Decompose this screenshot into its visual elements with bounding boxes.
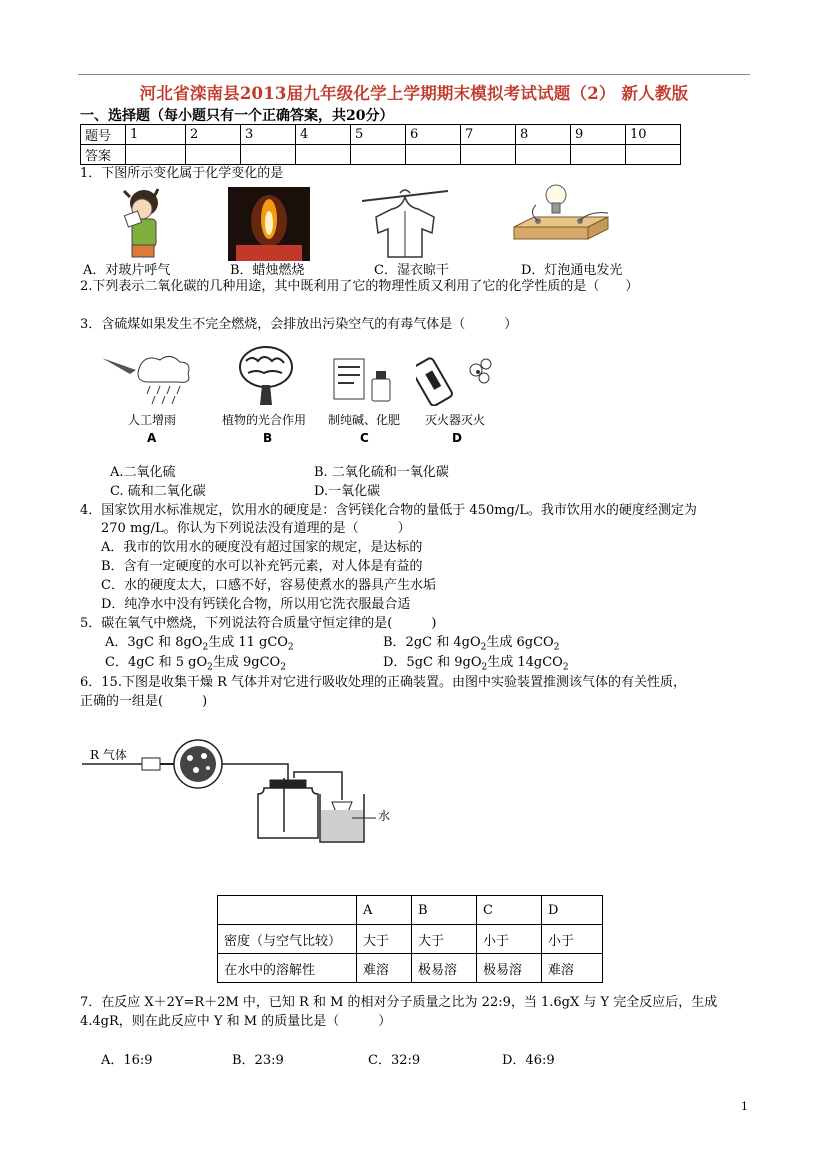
number-cell: 3 <box>241 125 296 145</box>
answer-cell[interactable] <box>626 145 681 165</box>
number-cell: 4 <box>296 125 351 145</box>
q5-option-b[interactable]: B．2gC 和 $4gO_2$生成 6gCO$_2$ <box>383 635 560 653</box>
q7-option-a[interactable]: A．16:9 <box>101 1053 153 1068</box>
q4-option-a[interactable]: A．我市的饮用水的硬度没有超过国家的规定，是达标的 <box>101 540 423 555</box>
number-cell: 10 <box>626 125 681 145</box>
q1-option-c[interactable]: C．湿衣晾干 <box>374 263 449 278</box>
answer-cell[interactable] <box>406 145 461 165</box>
table-cell: 大于 <box>412 925 477 954</box>
label-r-gas: R 气体 <box>90 748 127 762</box>
gas-property-table <box>217 895 603 983</box>
table-cell: 小于 <box>542 925 603 954</box>
table-cell: 在水中的溶解性 <box>218 954 357 983</box>
q1-option-a[interactable]: A．对玻片呼气 <box>83 263 171 278</box>
q2-letter-b[interactable]: B <box>263 431 273 445</box>
q7-option-d[interactable]: D．46:9 <box>502 1053 555 1068</box>
q2-letter-d[interactable]: D <box>452 431 462 445</box>
q7-option-b[interactable]: B．23:9 <box>232 1053 284 1068</box>
answer-table <box>80 124 681 165</box>
answer-cell[interactable] <box>516 145 571 165</box>
q3-option-c[interactable]: C. 硫和二氧化碳 <box>110 484 206 499</box>
q4-option-c[interactable]: C．水的硬度太大，口感不好，容易使煮水的器具产生水垢 <box>101 578 436 593</box>
soda-fertilizer-image <box>328 355 400 405</box>
q3-stem: 3．含硫煤如果发生不完全燃烧，会排放出污染空气的有毒气体是（ ） <box>80 317 518 332</box>
header-cell[interactable]: D <box>542 896 603 925</box>
candle-burning-image <box>228 187 310 261</box>
answer-cell[interactable] <box>186 145 241 165</box>
answer-cell[interactable] <box>461 145 516 165</box>
table-cell: 极易溶 <box>477 954 542 983</box>
q7-stem-line2: 4.4gR，则在此反应中 Y 和 M 的质量比是（ ） <box>80 1014 392 1029</box>
gas-apparatus-diagram <box>80 738 420 846</box>
q7-option-c[interactable]: C．32:9 <box>368 1053 421 1068</box>
answer-cell[interactable] <box>126 145 186 165</box>
table-cell: 难溶 <box>357 954 412 983</box>
q4-stem-line2: 270 mg/L。你认为下列说法没有道理的是（ ） <box>101 521 411 536</box>
q6-stem-line2: 正确的一组是( ) <box>80 694 208 709</box>
header-cell[interactable]: A <box>357 896 412 925</box>
number-cell: 1 <box>126 125 186 145</box>
number-cell: 9 <box>571 125 626 145</box>
header-cell[interactable]: B <box>412 896 477 925</box>
q4-stem-line1: 4．国家饮用水标准规定，饮用水的硬度是：含钙镁化合物的量低于 450mg/L。我市饮用水的硬度经测定为 <box>80 503 697 518</box>
fire-extinguisher-image <box>416 350 498 406</box>
page-number: 1 <box>741 1100 748 1113</box>
q7-stem-line1: 7．在反应 X＋2Y=R＋2M 中，已知 R 和 M 的相对分子质量之比为 22:9，当 1.6gX 与 Y 完全反应后，生成 <box>80 995 718 1010</box>
q5-stem: 5．碳在氧气中燃烧，下列说法符合质量守恒定律的是( ) <box>80 616 437 631</box>
girl-breathing-image <box>118 185 180 261</box>
q1-stem: 1．下图所示变化属于化学变化的是 <box>80 166 284 181</box>
q4-option-b[interactable]: B．含有一定硬度的水可以补充钙元素，对人体是有益的 <box>101 559 423 574</box>
answer-cell[interactable] <box>351 145 406 165</box>
section-heading: 一、选择题（每小题只有一个正确答案，共20分） <box>80 108 394 124</box>
q6-stem-line1: 6．15.下图是收集干燥 R 气体并对它进行吸收处理的正确装置。由图中实验装置推测该气体的有关性质， <box>80 675 686 690</box>
header-cell[interactable]: C <box>477 896 542 925</box>
number-cell: 6 <box>406 125 461 145</box>
label-water: 水 <box>378 809 391 823</box>
q2-letter-a[interactable]: A <box>147 431 157 445</box>
q2-caption-b: 植物的光合作用 <box>222 413 307 427</box>
q2-stem: 2.下列表示二氧化碳的几种用途，其中既利用了它的物理性质又利用了它的化学性质的是（ ） <box>80 279 639 294</box>
header-cell <box>218 896 357 925</box>
answer-cell[interactable] <box>241 145 296 165</box>
q1-option-d[interactable]: D．灯泡通电发光 <box>521 263 623 278</box>
q2-caption-c: 制纯碱、化肥 <box>328 413 401 427</box>
q2-caption-a: 人工增雨 <box>128 413 177 427</box>
q5-option-c[interactable]: C．4gC 和 5 $gO_2$生成 9gCO$_2$ <box>105 655 286 673</box>
row-label: 答案 <box>81 145 126 165</box>
number-cell: 2 <box>186 125 241 145</box>
row-label: 题号 <box>81 125 126 145</box>
q3-option-a[interactable]: A.二氧化硫 <box>110 465 176 480</box>
q4-option-d[interactable]: D．纯净水中没有钙镁化合物，所以用它洗衣服最合适 <box>101 597 411 612</box>
table-row <box>218 896 603 925</box>
table-cell: 小于 <box>477 925 542 954</box>
q2-letter-c[interactable]: C <box>360 431 369 445</box>
table-row <box>81 145 681 165</box>
header-rule <box>78 74 750 75</box>
wet-clothes-image <box>362 185 448 261</box>
q2-caption-d: 灭火器灭火 <box>425 413 486 427</box>
artificial-rain-image <box>100 348 196 406</box>
q3-option-d[interactable]: D.一氧化碳 <box>314 484 381 499</box>
number-cell: 5 <box>351 125 406 145</box>
table-row <box>81 125 681 145</box>
q5-option-d[interactable]: D．5gC 和 $9gO_2$生成 14gCO$_2$ <box>383 655 569 673</box>
answer-cell[interactable] <box>296 145 351 165</box>
table-row <box>218 954 603 983</box>
table-row <box>218 925 603 954</box>
table-cell: 大于 <box>357 925 412 954</box>
light-bulb-image <box>508 183 614 253</box>
table-cell: 极易溶 <box>412 954 477 983</box>
q1-option-b[interactable]: B．蜡烛燃烧 <box>230 263 305 278</box>
table-cell: 密度（与空气比较） <box>218 925 357 954</box>
number-cell: 8 <box>516 125 571 145</box>
answer-cell[interactable] <box>571 145 626 165</box>
number-cell: 7 <box>461 125 516 145</box>
table-cell: 难溶 <box>542 954 603 983</box>
page-title: 河北省滦南县2013届九年级化学上学期期末模拟考试试题（2） 新人教版 <box>139 84 689 103</box>
q3-option-b[interactable]: B. 二氧化硫和一氧化碳 <box>314 465 449 480</box>
q5-option-a[interactable]: A．3gC 和 $8gO_2$生成 11 gCO$_2$ <box>105 635 294 653</box>
plant-photosynthesis-image <box>236 345 296 407</box>
